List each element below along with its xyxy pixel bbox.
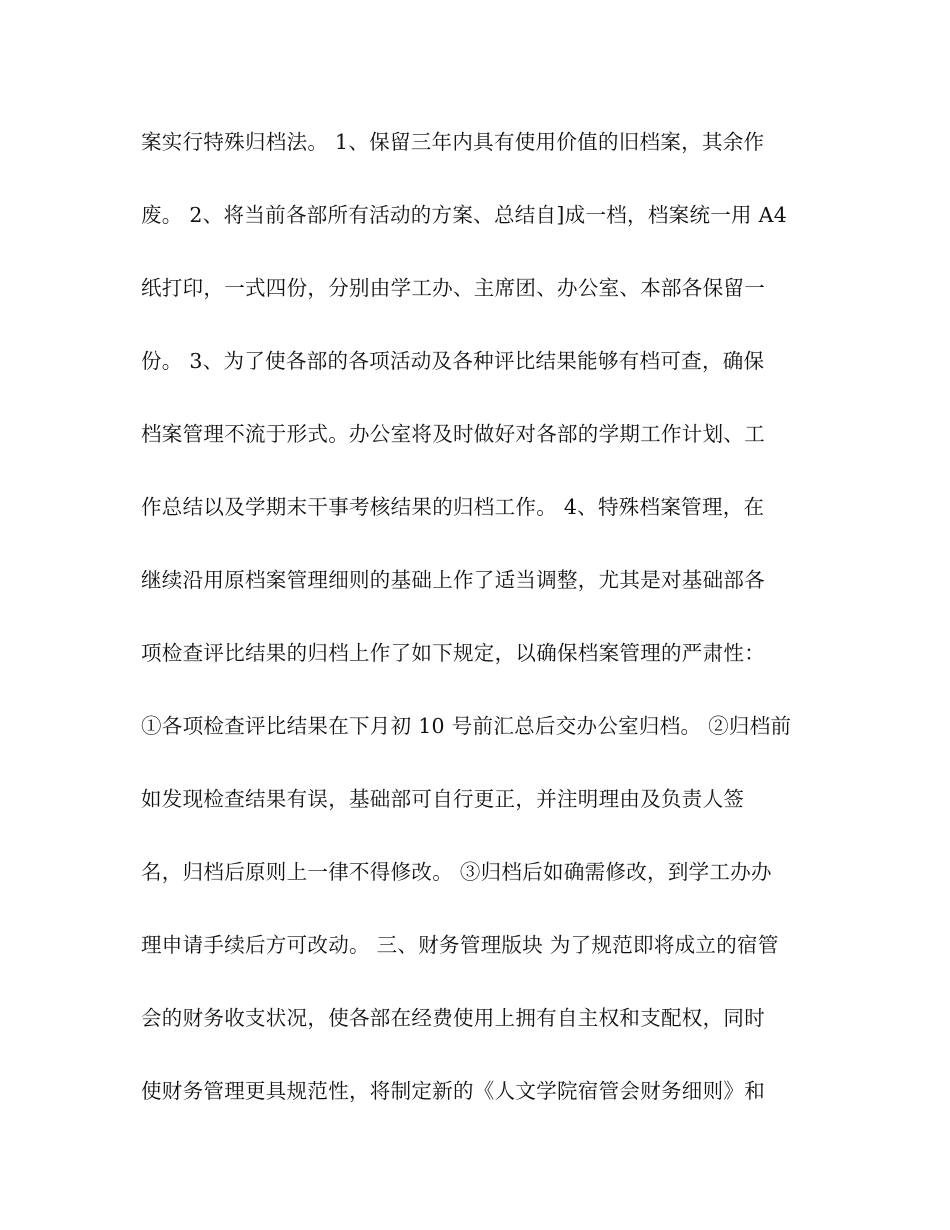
body-line: 废。 2、将当前各部所有活动的方案、总结自]成一档，档案统一用 A4: [141, 203, 788, 227]
body-line: 份。 3、为了使各部的各项活动及各种评比结果能够有档可查，确保: [141, 349, 765, 373]
body-line: 档案管理不流于形式。办公室将及时做好对各部的学期工作计划、工: [141, 422, 765, 446]
body-line: ①各项检查评比结果在下月初 10 号前汇总后交办公室归档。 ②归档前: [141, 714, 792, 738]
body-line: 如发现检查结果有误，基础部可自行更正，并注明理由及负责人签: [141, 787, 745, 811]
body-line: 使财务管理更具规范性，将制定新的《人文学院宿管会财务细则》和: [141, 1079, 765, 1103]
body-line: 纸打印，一式四份，分别由学工办、主席团、办公室、本部各保留一: [141, 276, 765, 300]
body-line: 名，归档后原则上一律不得修改。 ③归档后如确需修改，到学工办办: [141, 860, 772, 884]
body-line: 继续沿用原档案管理细则的基础上作了适当调整，尤其是对基础部各: [141, 568, 765, 592]
body-line: 理申请手续后方可改动。 三、财务管理版块 为了规范即将成立的宿管: [141, 933, 779, 957]
body-line: 会的财务收支状况，使各部在经费使用上拥有自主权和支配权，同时: [141, 1006, 765, 1030]
body-line: 项检查评比结果的归档上作了如下规定，以确保档案管理的严肃性：: [141, 641, 765, 665]
body-line: 作总结以及学期末干事考核结果的归档工作。 4、特殊档案管理，在: [141, 495, 765, 519]
document-body: [141, 122, 821, 1144]
body-line: 案实行特殊归档法。 1、保留三年内具有使用价值的旧档案，其余作: [141, 130, 765, 154]
